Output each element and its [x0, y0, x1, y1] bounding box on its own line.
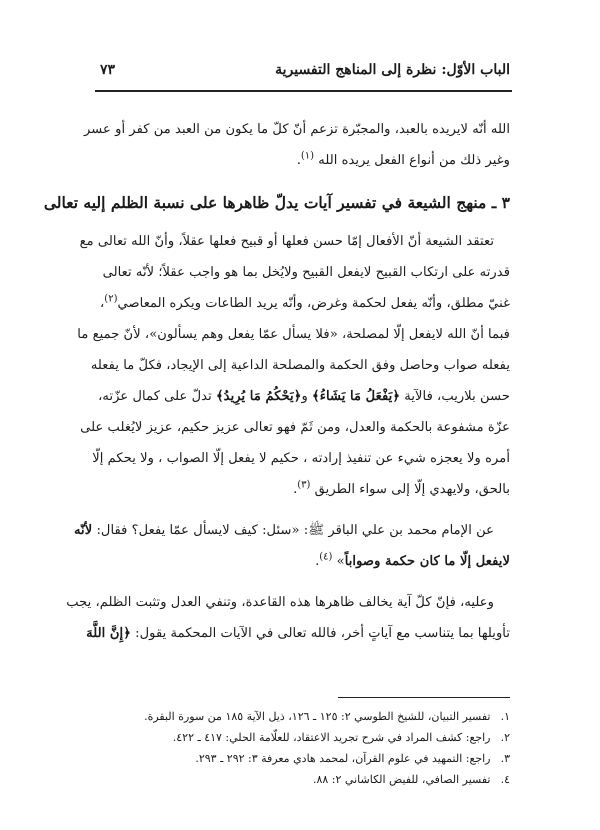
text-line: حسن بلاريب، فالآية ﴿يَفْعَلُ مَا يَشَاءُ﴾ و﴿يَحْكُمُ مَا يُرِيدُ﴾ تدلّ على كمال عزّته،: [98, 389, 510, 404]
text-line: الله أنّه لايريده بالعبد، والمجبّرة تزعم أنّ كلّ ما يكون من العبد من كفر أو عسر: [83, 122, 510, 137]
main-text: [43, 114, 510, 649]
text-line: عن الإمام محمد بن علي الباقر ﷺ: «سئل: كيف لايسأل عمّا يفعل؟ فقال: لأنّه: [73, 523, 494, 538]
quran-quote: ﴿إِنَّ اللَّهَ: [86, 626, 131, 641]
footnote-item: [95, 748, 510, 769]
text-line: لايفعل إلّا ما كان حكمة وصواباً» $^{(٤)}$.: [315, 551, 510, 569]
footnote-item: [95, 769, 510, 790]
footnote-number: ١.: [500, 710, 510, 723]
footnote-text: تفسير الصافي، للفيض الكاشاني ٢: ٨٨.: [312, 773, 491, 786]
hadith-emphasis: لأنّه: [73, 523, 93, 538]
text-line: تعتقد الشيعة أنّ الأفعال إمّا حسن فعلها أو قبيح فعلها عقلاً، وأنّ الله تعالى مع: [79, 234, 494, 249]
text-line: بالحق، ولايهدي إلّا إلى سواء الطريق $^{(٣)}$.: [293, 479, 510, 497]
text-line: وغير ذلك من أنواع الفعل يريده الله $^{(١)}$.: [296, 150, 510, 168]
honorific-glyph: ﷺ: [308, 523, 325, 538]
text-line: غنيّ مطلق، وأنّه يفعل لحكمة وغرض، وأنّه يريد الطاعات ويكره المعاصي$^{(٢)}$،: [100, 293, 510, 311]
text-line: أمره ولا يعجزه شيء عن تنفيذ إرادته ، حكيم لا يفعل إلّا الصواب ، ولا يحكم إلّا: [92, 451, 510, 466]
text-line: عزّة مشفوعة بالحكمة والعدل، ومن ثَمّ فهو تعالى عزيز حكيم، عزيز لايُغلب على: [80, 420, 510, 435]
paragraph-gap: [95, 577, 510, 587]
text-line: قدرته على ارتكاب القبيح لايفعل القبيح ولايُخل بما هو واجب عقلاً؛ لأنّه تعالى: [102, 265, 510, 280]
footnote-number: ٢.: [500, 731, 510, 744]
paragraph-gap: [95, 505, 510, 515]
footnote-item: [95, 727, 510, 748]
footnote-text: راجع: كشف المراد في شرح تجريد الاعتقاد، للعلّامة الحلي: ٤١٧ ـ ٤٢٢.: [172, 731, 491, 744]
running-title: الباب الأوّل: نظرة إلى المناهج التفسيرية: [275, 62, 510, 78]
footnote-number: ٤.: [500, 773, 510, 786]
header-rule: [95, 90, 512, 92]
footnote-text: راجع: التمهيد في علوم القرآن، لمحمد هادي معرفة ٣: ٢٩٢ ـ ٢٩٣.: [195, 752, 491, 765]
footnote-ref: (١): [300, 150, 315, 162]
footnote-rule: [338, 697, 510, 698]
hadith-emphasis: لايفعل إلّا ما كان حكمة وصواباً: [344, 554, 510, 569]
footnote-ref: (٣): [297, 479, 311, 491]
footnote-number: ٣.: [500, 752, 510, 765]
footnote-ref: (٢): [104, 293, 118, 305]
text-line: فبما أنّ الله لايفعل إلّا لمصلحة، «فلا يسأل عمّا يفعل وهم يسألون»، لأنّ جميع ما: [77, 327, 510, 342]
text-line: وعليه، فإنّ كلّ آية يخالف ظاهرها هذه القاعدة، وتنفي العدل وتثبت الظلم، يجب: [66, 595, 494, 610]
footnote-item: [95, 706, 510, 727]
text-line: يفعله صواب وحاصل وفق الحكمة والمصلحة الداعية إلى الإيجاد، فكلّ ما يفعله: [90, 358, 510, 373]
footnotes: [95, 706, 510, 790]
quran-quote: ﴿يَحْكُمُ مَا يُرِيدُ﴾: [215, 389, 302, 404]
footnote-ref: (٤): [319, 551, 333, 563]
page-number: ٧٣: [100, 62, 116, 78]
text-line: تأويلها بما يتناسب مع آياتٍ أخر، فالله تعالى في الآيات المحكمة يقول: ﴿إِنَّ اللَّهَ: [86, 626, 510, 641]
quran-quote: ﴿يَفْعَلُ مَا يَشَاءُ﴾: [312, 389, 401, 404]
section-heading: ٣ ـ منهج الشيعة في تفسير آيات يدلّ ظاهرها على نسبة الظلم إليه تعالى: [43, 193, 510, 212]
footnote-text: تفسير التبيان، للشيخ الطوسي ٢: ١٢٥ ـ ١٢٦، ذيل الآية ١٨٥ من سورة البقرة.: [144, 710, 491, 723]
running-header: [100, 62, 510, 84]
